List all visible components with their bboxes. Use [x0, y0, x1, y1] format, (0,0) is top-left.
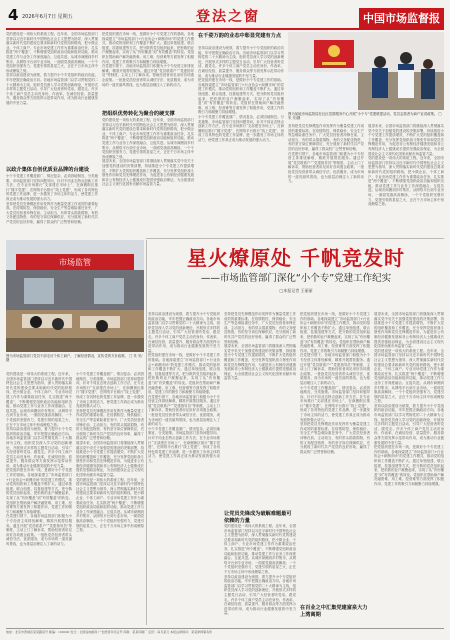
column-g: 小个专党建工作覆盖面广、情况复杂，必须因地制宜、分类施策。市场监管部门坚持问题导向，针对不同业态特点创新工作方法，在专业市场推行“支部建在市场上”，在商圈街区推行“楼宇党建”，在网络平台推行“线上党建”，形成了各具特色的党建工作品牌，进一步激发了市场主体的活力，使党建工作真正成为推动发展的强大动力。 坚持把党员先锋模范作用发挥作为衡量党建工作成效的重要标准。在疫情防控、保供稳价、安全生产等急难险重任务中，广大党员经营者冲锋在前、主动担当，有的带头捐款捐物，有的义务配送物资，有的坚守岗位保障供应，充分展现了新时代共产党员的良好形象，赢得了群众的广泛赞誉和信赖。 展望未来，全国市场监管部门将继续深入贯彻落实党中央关于加强党的建设的决策部署，持续推进小个专党建工作提质增效，不断扩大党的组织覆盖和工作覆盖，充分发挥党组织战斗堡垒作用和党员先锋模范作用，为促进非公有制经济健康发展和非公有制经济人士健康成长提供坚强政治保证，为全面建设社会主义现代化国家贡献市场监管力量。 党的建设是一项伟大的系统工程。近年来，全国市场监管部门坚持以习近平新时代中国特色社会主义思想为指导，深入贯彻落实新时代党的建设总要求和新时代党的组织路线，把小微企业、个体工商户、专业市场党建工作作为重要政治任务，扎实推进“两个覆盖”，不断增强党组织政治功能和组织功能，推动党建工作与业务工作深度融合、互促共进。从城市商圈到乡村集市，从网络平台到专业市场，一面面党旗高高飘扬，一个个党组织坚强有力，党建引领的星星之火，正在千万市场主体中形成燎原之势。: [76, 372, 144, 533]
subhead-4: 让党员先锋成为破解难题最可依赖的力量: [224, 511, 292, 524]
page-number: 4: [8, 6, 19, 24]
column-b2: 党的建设是一项伟大的系统工程。近年来，全国市场监管部门坚持以习近平新时代中国特色社会主义思想为指导，深入贯彻落实新时代党的建设总要求和新时代党的组织路线，把小微企业、个体工商户、专业市场党建工作作为重要政治任务，扎实推进“两个覆盖”，不断增强党组织政治功能和组织功能，推动党建工作与业务工作深度融合、互促共进。从城市商圈到乡村集市，从网络平台到专业市场，一面面党旗高高飘扬，一个个党组织坚强有力，党建引领的星星之火，正在千万市场主体中形成燎原之势。 展望未来，全国市场监管部门将继续深入贯彻落实党中央关于加强党的建设的决策部署，持续推进小个专党建工作提质增效，不断扩大党的组织覆盖和工作覆盖，充分发挥党组织战斗堡垒作用和党员先锋模范作用，为促进非公有制经济健康发展和非公有制经济人士健康成长提供坚强政治保证，为全面建设社会主义现代化国家贡献市场监管力量。: [102, 118, 194, 187]
headline-subtitle: ——市场监管部门深化“小个专”党建工作纪实: [200, 273, 392, 284]
headline-banner: [148, 242, 444, 310]
column-i: 坚持把党员先锋模范作用发挥作为衡量党建工作成效的重要标准。在疫情防控、保供稳价、安全生产等急难险重任务中，广大党员经营者冲锋在前、主动担当，有的带头捐款捐物，有的义务配送物资，有的坚守岗位保障供应，充分展现了新时代共产党员的良好形象，赢得了群众的广泛赞誉和信赖。 展望未来，全国市场监管部门将继续深入贯彻落实党中央关于加强党的建设的决策部署，持续推进小个专党建工作提质增效，不断扩大党的组织覆盖和工作覆盖，充分发挥党组织战斗堡垒作用和党员先锋模范作用，为促进非公有制经济健康发展和非公有制经济人士健康成长提供坚强政治保证，为全面建设社会主义现代化国家贡献市场监管力量。: [224, 312, 296, 381]
column-a: 党的建设是一项伟大的系统工程。近年来，全国市场监管部门坚持以习近平新时代中国特色社会主义思想为指导，深入贯彻落实新时代党的建设总要求和新时代党的组织路线，把小微企业、个体工商户、专业市场党建工作作为重要政治任务，扎实推进“两个覆盖”，不断增强党组织政治功能和组织功能，推动党建工作与业务工作深度融合、互促共进。从城市商圈到乡村集市，从网络平台到专业市场，一面面党旗高高飘扬，一个个党组织坚强有力，党建引领的星星之火，正在千万市场主体中形成燎原之势。 坚持以政治建设为统领，着力提升小个专党组织的政治功能，牢牢把握正确政治方向。各地市场监管部门以学习贯彻党的二十大精神为主线，组织党员深入学习党的创新理论，开展形式多样的主题党日活动，引导广大经营者听党话、跟党走。许多个体工商户党员主动亮身份、作表率，在诚信经营、质量提升、服务群众等方面发挥示范带动作用，成为推动行业健康发展的中坚力量。: [6, 32, 98, 105]
issue-date: 2026年6月7日 星期五: [22, 14, 73, 20]
section-title: 登法之窗: [196, 9, 260, 25]
section-rule: [146, 238, 444, 239]
headline-byline: □本报记者 王丽丽: [279, 288, 313, 293]
officials-photo: [288, 32, 444, 110]
column-f: 党的建设是一项伟大的系统工程。近年来，全国市场监管部门坚持以习近平新时代中国特色社会主义思想为指导，深入贯彻落实新时代党的建设总要求和新时代党的组织路线，把小微企业、个体工商户、专业市场党建工作作为重要政治任务，扎实推进“两个覆盖”，不断增强党组织政治功能和组织功能，推动党建工作与业务工作深度融合、互促共进。从城市商圈到乡村集市，从网络平台到专业市场，一面面党旗高高飘扬，一个个党组织坚强有力，党建引领的星星之火，正在千万市场主体中形成燎原之势。 坚持以政治建设为统领，着力提升小个专党组织的政治功能，牢牢把握正确政治方向。各地市场监管部门以学习贯彻党的二十大精神为主线，组织党员深入学习党的创新理论，开展形式多样的主题党日活动，引导广大经营者听党话、跟党走。许多个体工商户党员主动亮身份、作表率，在诚信经营、质量提升、服务群众等方面发挥示范带动作用，成为推动行业健康发展的中坚力量。 把党组织建在市场一线，是做好小个专党建工作的基础。各地探索建立“市场监管部门+行业协会+商圈市场”的党建工作模式，推动党的组织和工作覆盖不断扩大。通过单独组建、联合组建、挂靠组建等方式，把分散的党员组织起来，把松散的业户凝聚起来，实现了从“有形覆盖”到“有效覆盖”的转变。党组织在帮助商户解决融资难、用工难、经营难等方面发挥了积极作用，党建工作的吸引力和凝聚力持续增强。 在党建引领下，各地市场监管部门积极为小个专经营主体排忧解难，精准开展帮扶服务。通过开展“党员联系户”“党建指导员”等制度，主动上门了解诉求，帮助经营者用足用好各项惠企政策。一批批党员经营者带头诚信守法、优质服务，成为市场的一道亮丽风景线，也为基层治理注入了新的动力。: [6, 372, 72, 546]
paper-logo: 中国市场监督报: [359, 8, 444, 28]
column-b: 把党组织建在市场一线，是做好小个专党建工作的基础。各地探索建立“市场监管部门+行业协会+商圈市场”的党建工作模式，推动党的组织和工作覆盖不断扩大。通过单独组建、联合组建、挂靠组建等方式，把分散的党员组织起来，把松散的业户凝聚起来，实现了从“有形覆盖”到“有效覆盖”的转变。党组织在帮助商户解决融资难、用工难、经营难等方面发挥了积极作用，党建工作的吸引力和凝聚力持续增强。 在党建引领下，各地市场监管部门积极为小个专经营主体排忧解难，精准开展帮扶服务。通过开展“党员联系户”“党建指导员”等制度，主动上门了解诉求，帮助经营者用足用好各项惠企政策。一批批党员经营者带头诚信守法、优质服务，成为市场的一道亮丽风景线，也为基层治理注入了新的动力。: [102, 32, 194, 87]
caption-credit-2: □ 朱 安/摄: [6, 354, 143, 363]
column-c: 坚持以政治建设为统领，着力提升小个专党组织的政治功能，牢牢把握正确政治方向。各地市场监管部门以学习贯彻党的二十大精神为主线，组织党员深入学习党的创新理论，开展形式多样的主题党日活动，引导广大经营者听党话、跟党走。许多个体工商户党员主动亮身份、作表率，在诚信经营、质量提升、服务群众等方面发挥示范带动作用，成为推动行业健康发展的中坚力量。 把党组织建在市场一线，是做好小个专党建工作的基础。各地探索建立“市场监管部门+行业协会+商圈市场”的党建工作模式，推动党的组织和工作覆盖不断扩大。通过单独组建、联合组建、挂靠组建等方式，把分散的党员组织起来，把松散的业户凝聚起来，实现了从“有形覆盖”到“有效覆盖”的转变。党组织在帮助商户解决融资难、用工难、经营难等方面发挥了积极作用，党建工作的吸引力和凝聚力持续增强。 小个专党建工作覆盖面广、情况复杂，必须因地制宜、分类施策。市场监管部门坚持问题导向，针对不同业态特点创新工作方法，在专业市场推行“支部建在市场上”，在商圈街区推行“楼宇党建”，在网络平台推行“线上党建”，形成了各具特色的党建工作品牌，进一步激发了市场主体的活力，使党建工作真正成为推动发展的强大动力。: [198, 46, 284, 142]
footer: 地址：北京市西城区某某路某号 邮编：100000 发行：全国各地邮局 广告经营许可证号 印刷：某某印刷厂 定价：每月某元 本报法律顾问：某某律师事务所: [6, 628, 444, 634]
subhead-3: 在千姿万韵的业态中彰显党建有力点: [198, 33, 282, 39]
subhead-1: 以政介集体自创优质业品牌的台建设: [6, 167, 90, 173]
column-e: 展望未来，全国市场监管部门将继续深入贯彻落实党中央关于加强党的建设的决策部署，持续推进小个专党建工作提质增效，不断扩大党的组织覆盖和工作覆盖，充分发挥党组织战斗堡垒作用和党员先锋模范作用，为促进非公有制经济健康发展和非公有制经济人士健康成长提供坚强政治保证，为全面建设社会主义现代化国家贡献市场监管力量。 党的建设是一项伟大的系统工程。近年来，全国市场监管部门坚持以习近平新时代中国特色社会主义思想为指导，深入贯彻落实新时代党的建设总要求和新时代党的组织路线，把小微企业、个体工商户、专业市场党建工作作为重要政治任务，扎实推进“两个覆盖”，不断增强党组织政治功能和组织功能，推动党建工作与业务工作深度融合、互促共进。从城市商圈到乡村集市，从网络平台到专业市场，一面面党旗高高飘扬，一个个党组织坚强有力，党建引领的星星之火，正在千万市场主体中形成燎原之势。: [368, 124, 444, 207]
photo-caption-1: 图为某地市场监管局在社区党群服务中心开展“小个专”党建联建活动，党员志愿者为商户宣讲政策。 □ 朱 安/摄: [288, 112, 442, 121]
subhead-5: 在百业之中汇集党建富泉大力上湾离期: [300, 605, 368, 618]
storefront-photo: [6, 240, 144, 352]
column-i2: 党的建设是一项伟大的系统工程。近年来，全国市场监管部门坚持以习近平新时代中国特色社会主义思想为指导，深入贯彻落实新时代党的建设总要求和新时代党的组织路线，把小微企业、个体工商户、专业市场党建工作作为重要政治任务，扎实推进“两个覆盖”，不断增强党组织政治功能和组织功能，推动党建工作与业务工作深度融合、互促共进。从城市商圈到乡村集市，从网络平台到专业市场，一面面党旗高高飘扬，一个个党组织坚强有力，党建引领的星星之火，正在千万市场主体中形成燎原之势。 坚持以政治建设为统领，着力提升小个专党组织的政治功能，牢牢把握正确政治方向。各地市场监管部门以学习贯彻党的二十大精神为主线，组织党员深入学习党的创新理论，开展形式多样的主题党日活动，引导广大经营者听党话、跟党走。许多个体工商户党员主动亮身份、作表率，在诚信经营、质量提升、服务群众等方面发挥示范带动作用，成为推动行业健康发展的中坚力量。: [224, 524, 296, 616]
caption-credit-1: □ 朱 安/摄: [288, 112, 442, 121]
storefront-sign-text: 市场监管: [59, 258, 91, 267]
column-k: 展望未来，全国市场监管部门将继续深入贯彻落实党中央关于加强党的建设的决策部署，持续推进小个专党建工作提质增效，不断扩大党的组织覆盖和工作覆盖，充分发挥党组织战斗堡垒作用和党员先锋模范作用，为促进非公有制经济健康发展和非公有制经济人士健康成长提供坚强政治保证，为全面建设社会主义现代化国家贡献市场监管力量。 党的建设是一项伟大的系统工程。近年来，全国市场监管部门坚持以习近平新时代中国特色社会主义思想为指导，深入贯彻落实新时代党的建设总要求和新时代党的组织路线，把小微企业、个体工商户、专业市场党建工作作为重要政治任务，扎实推进“两个覆盖”，不断增强党组织政治功能和组织功能，推动党建工作与业务工作深度融合、互促共进。从城市商圈到乡村集市，从网络平台到专业市场，一面面党旗高高飘扬，一个个党组织坚强有力，党建引领的星星之火，正在千万市场主体中形成燎原之势。 坚持以政治建设为统领，着力提升小个专党组织的政治功能，牢牢把握正确政治方向。各地市场监管部门以学习贯彻党的二十大精神为主线，组织党员深入学习党的创新理论，开展形式多样的主题党日活动，引导广大经营者听党话、跟党走。许多个体工商户党员主动亮身份、作表率，在诚信经营、质量提升、服务群众等方面发挥示范带动作用，成为推动行业健康发展的中坚力量。 把党组织建在市场一线，是做好小个专党建工作的基础。各地探索建立“市场监管部门+行业协会+商圈市场”的党建工作模式，推动党的组织和工作覆盖不断扩大。通过单独组建、联合组建、挂靠组建等方式，把分散的党员组织起来，把松散的业户凝聚起来，实现了从“有形覆盖”到“有效覆盖”的转变。党组织在帮助商户解决融资难、用工难、经营难等方面发挥了积极作用，党建工作的吸引力和凝聚力持续增强。: [374, 312, 444, 486]
column-a2: 小个专党建工作覆盖面广、情况复杂，必须因地制宜、分类施策。市场监管部门坚持问题导向，针对不同业态特点创新工作方法，在专业市场推行“支部建在市场上”，在商圈街区推行“楼宇党建”，在网络平台推行“线上党建”，形成了各具特色的党建工作品牌，进一步激发了市场主体的活力，使党建工作真正成为推动发展的强大动力。 坚持把党员先锋模范作用发挥作为衡量党建工作成效的重要标准。在疫情防控、保供稳价、安全生产等急难险重任务中，广大党员经营者冲锋在前、主动担当，有的带头捐款捐物，有的义务配送物资，有的坚守岗位保障供应，充分展现了新时代共产党员的良好形象，赢得了群众的广泛赞誉和信赖。: [6, 174, 98, 224]
page-header: [6, 4, 444, 30]
column-j: 把党组织建在市场一线，是做好小个专党建工作的基础。各地探索建立“市场监管部门+行业协会+商圈市场”的党建工作模式，推动党的组织和工作覆盖不断扩大。通过单独组建、联合组建、挂靠组建等方式，把分散的党员组织起来，把松散的业户凝聚起来，实现了从“有形覆盖”到“有效覆盖”的转变。党组织在帮助商户解决融资难、用工难、经营难等方面发挥了积极作用，党建工作的吸引力和凝聚力持续增强。 在党建引领下，各地市场监管部门积极为小个专经营主体排忧解难，精准开展帮扶服务。通过开展“党员联系户”“党建指导员”等制度，主动上门了解诉求，帮助经营者用足用好各项惠企政策。一批批党员经营者带头诚信守法、优质服务，成为市场的一道亮丽风景线，也为基层治理注入了新的动力。 小个专党建工作覆盖面广、情况复杂，必须因地制宜、分类施策。市场监管部门坚持问题导向，针对不同业态特点创新工作方法，在专业市场推行“支部建在市场上”，在商圈街区推行“楼宇党建”，在网络平台推行“线上党建”，形成了各具特色的党建工作品牌，进一步激发了市场主体的活力，使党建工作真正成为推动发展的强大动力。 坚持把党员先锋模范作用发挥作为衡量党建工作成效的重要标准。在疫情防控、保供稳价、安全生产等急难险重任务中，广大党员经营者冲锋在前、主动担当，有的带头捐款捐物，有的义务配送物资，有的坚守岗位保障供应，充分展现了新时代共产党员的良好形象，赢得了群众的广泛赞誉和信赖。: [300, 312, 370, 454]
subhead-2: 把组织优势转化为聚合的硬支撑: [102, 111, 175, 117]
column-rule: [146, 240, 147, 625]
column-d: 坚持把党员先锋模范作用发挥作为衡量党建工作成效的重要标准。在疫情防控、保供稳价、安全生产等急难险重任务中，广大党员经营者冲锋在前、主动担当，有的带头捐款捐物，有的义务配送物资，有的坚守岗位保障供应，充分展现了新时代共产党员的良好形象，赢得了群众的广泛赞誉和信赖。 在党建引领下，各地市场监管部门积极为小个专经营主体排忧解难，精准开展帮扶服务。通过开展“党员联系户”“党建指导员”等制度，主动上门了解诉求，帮助经营者用足用好各项惠企政策。一批批党员经营者带头诚信守法、优质服务，成为市场的一道亮丽风景线，也为基层治理注入了新的动力。: [288, 124, 364, 184]
headline-title: 星火燎原处 千帆竞发时: [187, 246, 405, 270]
column-h: 坚持以政治建设为统领，着力提升小个专党组织的政治功能，牢牢把握正确政治方向。各地市场监管部门以学习贯彻党的二十大精神为主线，组织党员深入学习党的创新理论，开展形式多样的主题党日活动，引导广大经营者听党话、跟党走。许多个体工商户党员主动亮身份、作表率，在诚信经营、质量提升、服务群众等方面发挥示范带动作用，成为推动行业健康发展的中坚力量。 把党组织建在市场一线，是做好小个专党建工作的基础。各地探索建立“市场监管部门+行业协会+商圈市场”的党建工作模式，推动党的组织和工作覆盖不断扩大。通过单独组建、联合组建、挂靠组建等方式，把分散的党员组织起来，把松散的业户凝聚起来，实现了从“有形覆盖”到“有效覆盖”的转变。党组织在帮助商户解决融资难、用工难、经营难等方面发挥了积极作用，党建工作的吸引力和凝聚力持续增强。 在党建引领下，各地市场监管部门积极为小个专经营主体排忧解难，精准开展帮扶服务。通过开展“党员联系户”“党建指导员”等制度，主动上门了解诉求，帮助经营者用足用好各项惠企政策。一批批党员经营者带头诚信守法、优质服务，成为市场的一道亮丽风景线，也为基层治理注入了新的动力。 小个专党建工作覆盖面广、情况复杂，必须因地制宜、分类施策。市场监管部门坚持问题导向，针对不同业态特点创新工作方法，在专业市场推行“支部建在市场上”，在商圈街区推行“楼宇党建”，在网络平台推行“线上党建”，形成了各具特色的党建工作品牌，进一步激发了市场主体的活力，使党建工作真正成为推动发展的强大动力。: [148, 312, 220, 463]
photo-caption-2: 图为市场监管部门党员干部走访个体工商户，了解经营情况，宣传党的方针政策。 □ 朱 安/摄: [6, 354, 143, 363]
